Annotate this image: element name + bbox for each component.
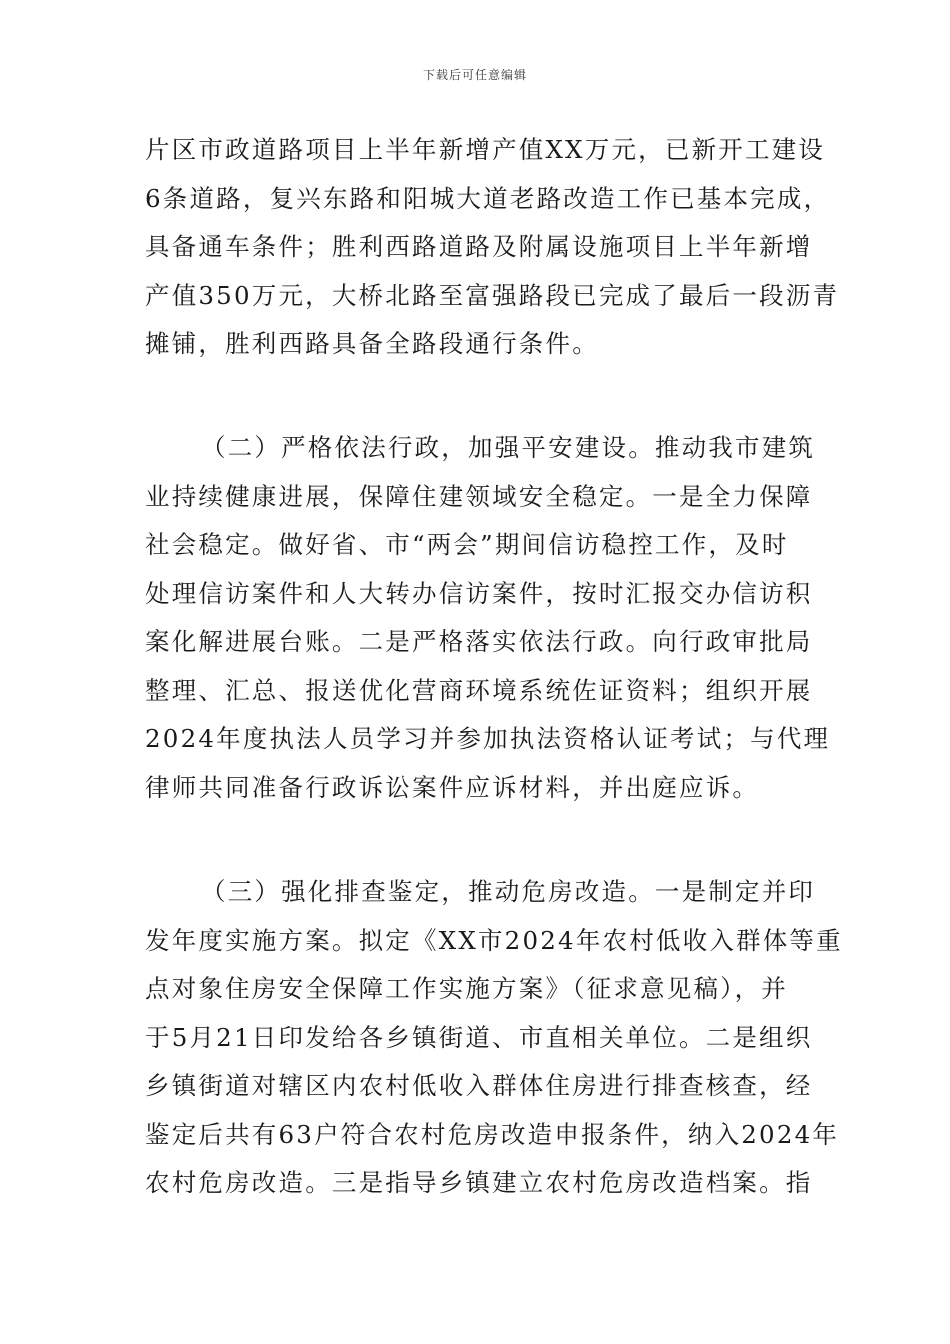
text-line: 案化解进展台账。二是严格落实依法行政。向行政审批局	[145, 627, 813, 656]
text-line: 整理、汇总、报送优化营商环境系统佐证资料；组织开展	[145, 675, 813, 705]
text-line: 产值350万元，大桥北路至富强路段已完成了最后一段沥青	[145, 280, 840, 310]
text-line: 具备通车条件；胜利西路道路及附属设施项目上半年新增	[145, 232, 813, 261]
text-line: （二）严格依法行政，加强平安建设。推动我市建筑	[201, 433, 816, 462]
text-line: 摊铺，胜利西路具备全路段通行条件。	[145, 329, 599, 358]
text-line: 于5月21日印发给各乡镇街道、市直相关单位。二是组织	[145, 1022, 813, 1052]
text-line: 片区市政道路项目上半年新增产值XX万元，已新开工建设	[145, 135, 826, 164]
text-line: 社会稳定。做好省、市“两会”期间信访稳控工作，及时	[145, 530, 789, 559]
text-line: 点对象住房安全保障工作实施方案》（征求意见稿），并	[145, 974, 788, 1003]
paragraph-2	[145, 424, 831, 812]
text-line: 业持续健康进展，保障住建领域安全稳定。一是全力保障	[145, 481, 813, 511]
text-line: 乡镇街道对辖区内农村低收入群体住房进行排查核查，经	[145, 1071, 813, 1100]
text-line: （三）强化排查鉴定，推动危房改造。一是制定并印	[201, 877, 816, 906]
page-header: 下载后可任意编辑	[422, 68, 527, 82]
text-line: 6条道路，复兴东路和阳城大道老路改造工作已基本完成，	[145, 183, 831, 213]
paragraph-1	[145, 126, 840, 369]
text-line: 鉴定后共有63户符合农村危房改造申报条件，纳入2024年	[145, 1119, 840, 1149]
text-line: 2024年度执法人员学习并参加执法资格认证考试；与代理	[145, 724, 831, 753]
text-line: 处理信访案件和人大转办信访案件，按时汇报交办信访积	[145, 578, 813, 608]
text-line: 律师共同准备行政诉讼案件应诉材料，并出庭应诉。	[145, 772, 760, 802]
paragraph-3	[145, 868, 843, 1208]
text-line: 发年度实施方案。拟定《XX市2024年农村低收入群体等重	[145, 925, 843, 955]
text-line: 农村危房改造。三是指导乡镇建立农村危房改造档案。指	[145, 1168, 813, 1197]
